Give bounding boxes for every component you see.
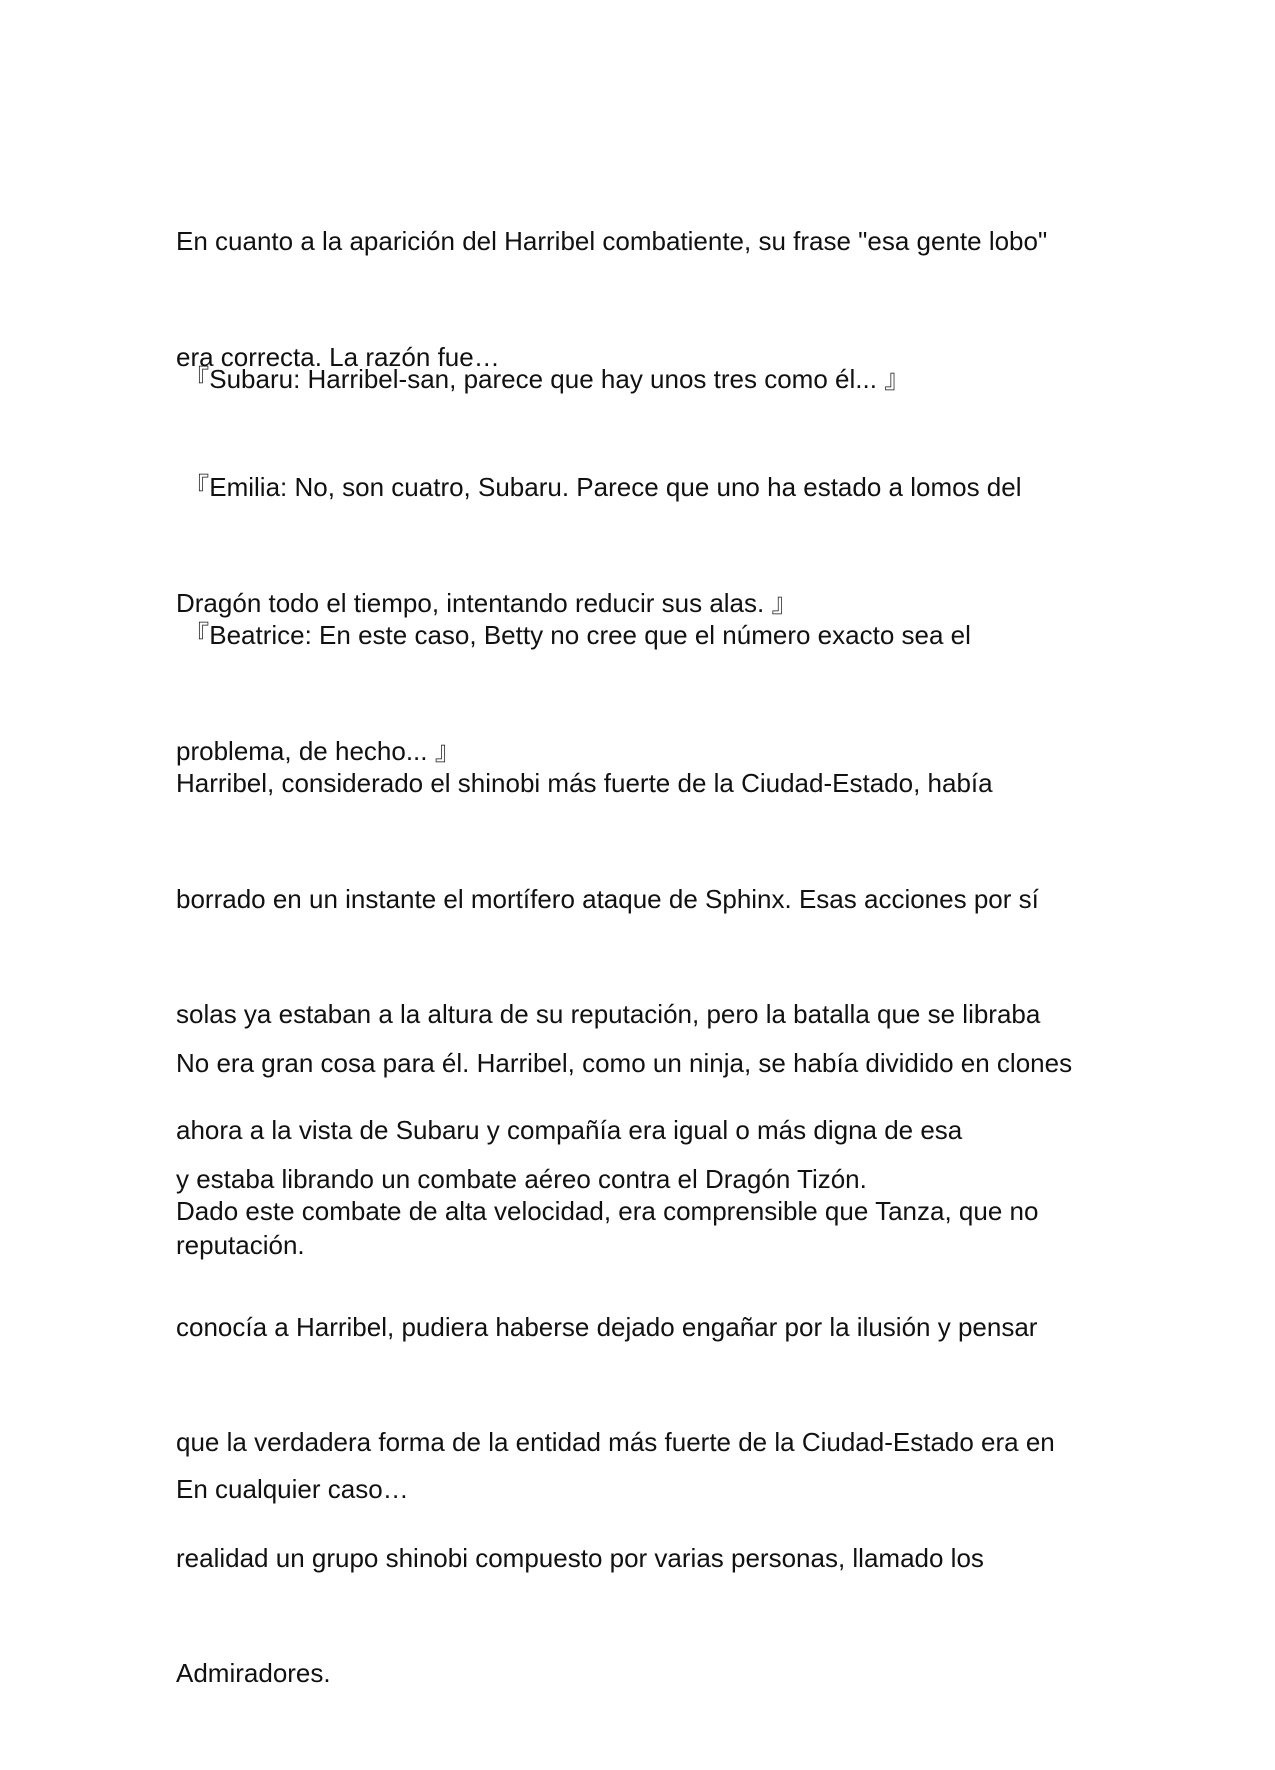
text-line: 『Beatrice: En este caso, Betty no cree que el número exacto sea el: [176, 620, 971, 650]
text-line: que la verdadera forma de la entidad más fuerte de la Ciudad-Estado era en: [176, 1427, 1055, 1457]
text-line: y estaba librando un combate aéreo contra el Dragón Tizón.: [176, 1163, 867, 1194]
text-line: En cualquier caso…: [176, 1474, 409, 1504]
text-line: solas ya estaban a la altura de su reputación, pero la batalla que se libraba: [176, 999, 1041, 1029]
text-line: Harribel, considerado el shinobi más fuerte de la Ciudad-Estado, había: [176, 768, 993, 798]
text-line: Admiradores.: [176, 1658, 331, 1688]
text-line: borrado en un instante el mortífero ataque de Sphinx. Esas acciones por sí: [176, 883, 1039, 914]
text-line: Dragón todo el tiempo, intentando reducir sus alas. 』: [176, 587, 798, 618]
text-line: 『Emilia: No, son cuatro, Subaru. Parece que uno ha estado a lomos del: [176, 472, 1022, 502]
text-line: realidad un grupo shinobi compuesto por varias personas, llamado los: [176, 1542, 984, 1573]
text-line: Dado este combate de alta velocidad, era comprensible que Tanza, que no: [176, 1196, 1039, 1226]
text-line: No era gran cosa para él. Harribel, como un ninja, se había dividido en clones: [176, 1048, 1073, 1078]
text-line: 『Subaru: Harribel-san, parece que hay unos tres como él... 』: [176, 364, 911, 394]
text-line: reputación.: [176, 1230, 305, 1260]
text-line: problema, de hecho... 』: [176, 735, 461, 766]
text-line: ahora a la vista de Subaru y compañía era igual o más digna de esa: [176, 1114, 963, 1145]
text-line: era correcta. La razón fue…: [176, 341, 500, 372]
text-line: conocía a Harribel, pudiera haberse dejado engañar por la ilusión y pensar: [176, 1311, 1038, 1342]
paragraph-closing: [176, 1393, 1096, 1586]
text-line: En cuanto a la aparición del Harribel combatiente, su frase "esa gente lobo": [176, 226, 1048, 256]
